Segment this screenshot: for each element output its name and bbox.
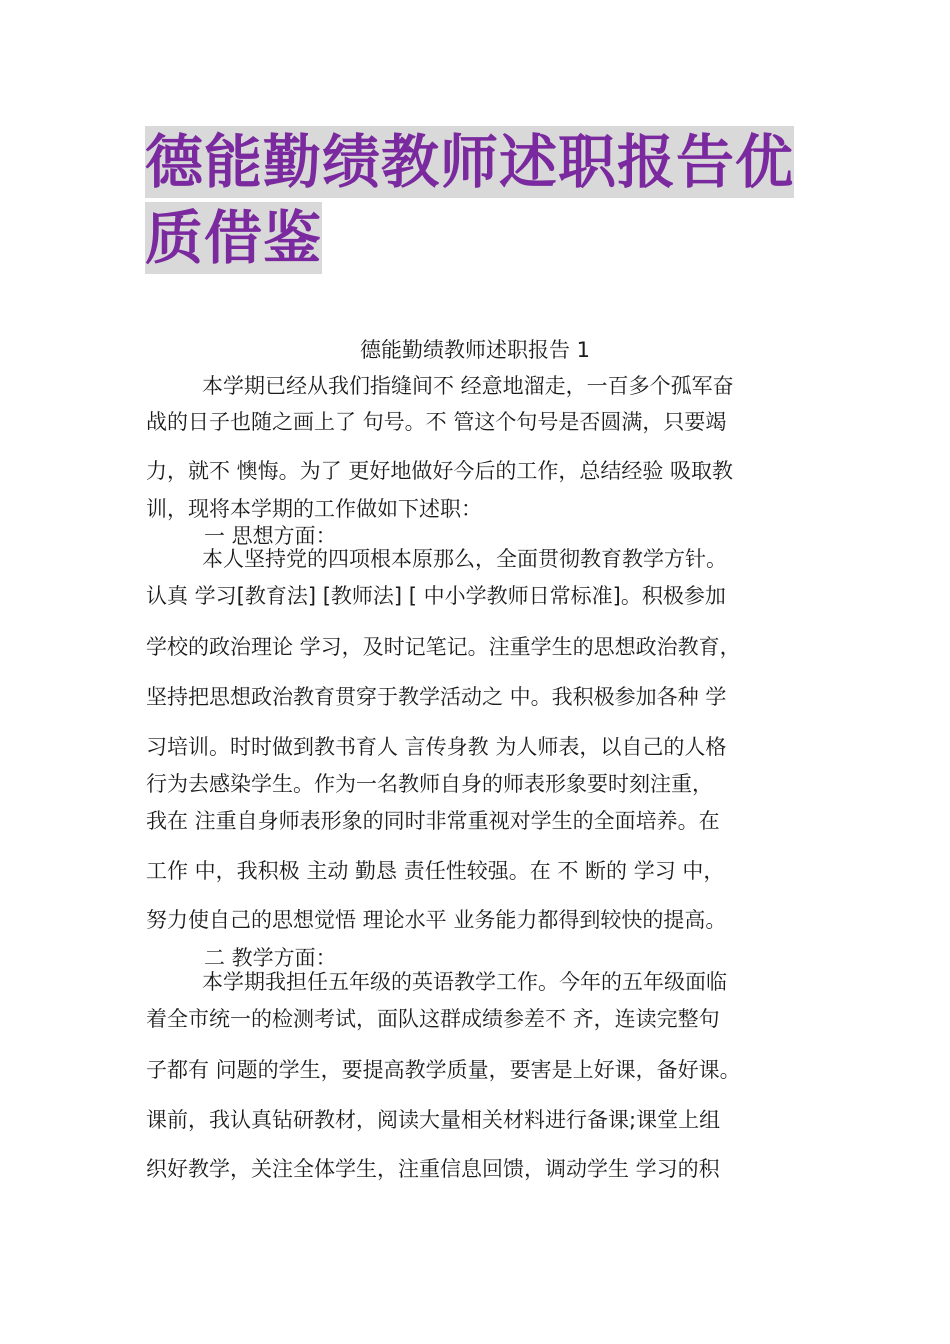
body-line: 课前，我认真钻研教材，阅读大量相关材料进行备课;课堂上组 [146, 1108, 721, 1132]
body-line: 力，就不 懊悔。为了 更好地做好今后的工作，总结经验 吸取教 [146, 459, 734, 483]
body-line: 努力使自己的思想觉悟 理论水平 业务能力都得到较快的提高。 [146, 908, 727, 932]
body-line: 本人坚持党的四项根本原那么，全面贯彻教育教学方针。 [202, 547, 727, 571]
document-title-line-2: 质借鉴 [145, 204, 323, 272]
body-line: 学校的政治理论 学习，及时记笔记。注重学生的思想政治教育， [146, 635, 741, 659]
body-line: 我在 注重自身师表形象的同时非常重视对学生的全面培养。在 [146, 809, 720, 833]
body-line: 坚持把思想政治教育贯穿于教学活动之 中。我积极参加各种 学 [146, 685, 727, 709]
body-line: 工作 中，我积极 主动 勤恳 责任性较强。在 不 断的 学习 中， [146, 859, 725, 883]
body-line: 习培训。时时做到教书育人 言传身教 为人师表，以自己的人格 [146, 735, 727, 759]
body-line: 子都有 问题的学生，要提高教学质量，要害是上好课，备好课。 [146, 1058, 741, 1082]
document-title-line-1: 德能勤绩教师述职报告优 [145, 128, 795, 196]
body-line: 着全市统一的检测考试，面队这群成绩参差不 齐，连读完整句 [146, 1007, 720, 1031]
body-line: 认真 学习[教育法] [教师法] [ 中小学教师日常标准]。积极参加 [146, 584, 726, 608]
body-line: 本学期我担任五年级的英语教学工作。今年的五年级面临 [202, 970, 727, 994]
body-line: 战的日子也随之画上了 句号。不 管这个句号是否圆满，只要竭 [146, 410, 727, 434]
report-subtitle: 德能勤绩教师述职报告 1 [359, 338, 591, 362]
section-heading: 一 思想方面： [204, 524, 337, 548]
body-line: 训，现将本学期的工作做如下述职： [146, 497, 482, 521]
section-heading: 二 教学方面： [204, 946, 337, 970]
body-line: 本学期已经从我们指缝间不 经意地溜走，一百多个孤军奋 [202, 374, 734, 398]
body-line: 行为去感染学生。作为一名教师自身的师表形象要时刻注重， [146, 772, 713, 796]
body-line: 织好教学，关注全体学生，注重信息回馈，调动学生 学习的积 [146, 1157, 720, 1181]
